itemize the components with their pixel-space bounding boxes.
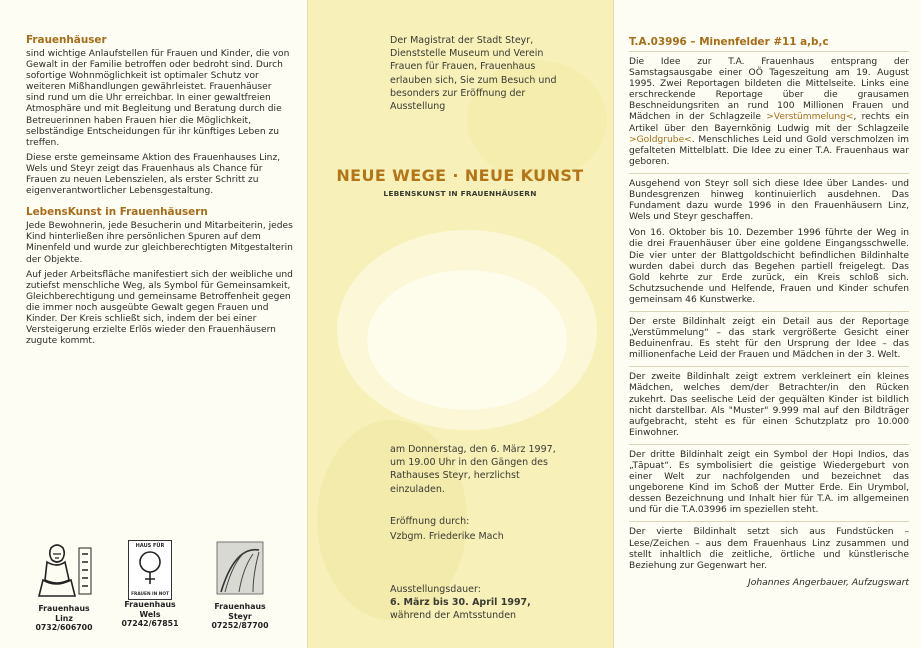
logo-phone: 07242/67851 [121, 619, 179, 628]
opening-label: Eröffnung durch: [390, 516, 470, 527]
duration-label: Ausstellungsdauer: [390, 584, 481, 595]
venus-symbol-icon [135, 549, 165, 587]
paragraph: Jede Bewohnerin, jede Besucherin und Mitarbeiterin, jedes Kind hinterließen ihre persönlichen Spuren auf dem Minenfeld und wurde zur gleichberechtigten Mitgestalterin der Objekte. [26, 221, 293, 265]
heading-lebenskunst: LebensKunst in Frauenhäusern [26, 206, 208, 219]
logo-phone: 07252/87700 [211, 621, 269, 630]
divider [629, 444, 909, 445]
logo-name: Frauenhaus Wels [124, 600, 176, 619]
middle-panel [307, 0, 613, 648]
fold-line [613, 0, 614, 648]
artwork-heading: T.A.03996 – Minenfelder #11 a,b,c [629, 36, 829, 48]
logo-frauenhaus-linz [30, 540, 98, 633]
paragraph: Der erste Bildinhalt zeigt ein Detail aus der Reportage „Verstümmelung“ – das stark vergrößerte Gesicht einer Beduinenfrau. Es steht für den Ursprung der Idee – das millionenfache Leid der Frauen und Mädchen in der 3. Welt. [629, 316, 909, 361]
badge [128, 540, 172, 600]
paragraph: Auf jeder Arbeitsfläche manifestiert sich der weibliche und zutiefst menschliche Weg, als Symbol für Gemeinsamkeit, Gleichberechtigung und gemeinsame Betroffenheit gegen die immer noch ausgeübte Gewalt gegen Frauen und Kinder. Der Kreis schließt sich, indem der bei einer Versteigerung erzielte Erlös wieder den Frauenhäusern zugute kommt. [26, 269, 293, 347]
text: . Menschliches Leid und Gold verschmolzen im gefalteten Mittelblatt. Die Idee zu einer T.A. Frauenhaus war geboren. [629, 134, 909, 167]
text: Die Idee zur T.A. Frauenhaus entsprang der Samstagsausgabe einer OÖ Tageszeitung am 19. August 1995. Zwei Reportagen bildeten die Mittelseite. Links eine erschreckende Reportage über die grausamen Beschneidungsriten an rund 100 Millionen Frauen und Mädchen in der Schlagzeile [629, 57, 909, 123]
paragraph [629, 57, 909, 168]
logo-name: Frauenhaus Linz [38, 604, 90, 623]
badge-bottom: FRAUEN IN NOT [131, 592, 169, 597]
text: , rechts ein Artikel über den Bayernkönig Ludwig mit der Schlagzeile [629, 112, 909, 134]
logo-name: Frauenhaus Steyr [214, 602, 266, 621]
divider [629, 51, 909, 52]
paragraph: Ausgehend von Steyr soll sich diese Idee über Landes- und Bundesgrenzen hinweg kontinuierlich ausdehnen. Das Fundament dazu wurde 1996 in den Frauenhäusern Linz, Wels und Steyr geschaffen. [629, 178, 909, 223]
logo-frauenhaus-steyr [205, 540, 275, 631]
logo-frauenhaus-wels [116, 540, 184, 629]
divider [629, 521, 909, 522]
divider [629, 173, 909, 174]
paragraph: Der dritte Bildinhalt zeigt ein Symbol der Hopi Indios, das „Tāpuat“. Es symbolisiert die geistige Wiedergeburt von einer Welt zur nachfolgenden und bezeichnet das ungeborene Kind im Schoß der Mutter Erde. Ein Urymbol, dessen Bezeichnung und Inhalt hier für T.A. im allgemeinen und für die T.A.03996 im speziellen steht. [629, 449, 909, 516]
date-text: am Donnerstag, den 6. März 1997, um 19.00 Uhr in den Gängen des Rathauses Steyr, herzlichst einzuladen. [390, 444, 556, 495]
heading-frauenhaeuser: Frauenhäuser [26, 34, 107, 46]
invitation-text: Der Magistrat der Stadt Steyr, Dienststelle Museum und Verein Frauen für Frauen, Frauenhaus erlauben sich, Sie zum Besuch und besonders zur Eröffnung der Ausstellung [390, 35, 557, 113]
divider [629, 311, 909, 312]
badge-top: HAUS FÜR [135, 543, 165, 549]
fold-line [307, 0, 308, 648]
tent-arc-icon [215, 540, 265, 598]
paragraph: Der zweite Bildinhalt zeigt extrem verkleinert ein kleines Mädchen, welches dem/der Betrachter/in den Rücken zukehrt. Das seelische Leid der gequälten Kinder ist bildlich nicht darstellbar. Als "Muster" 9.999 mal auf den Bildträger aufgebracht, steht es für einen Schutzplatz pro 10.000 Einwohner. [629, 372, 909, 438]
paragraph: Diese erste gemeinsame Aktion des Frauenhauses Linz, Wels und Steyr zeigt das Frauenhaus als Chance für Frauen zu neuen Lebenszielen, als erster Schritt zu eigenverantwortlicher Lebensgestaltung. [26, 152, 281, 197]
headline-goldgrube: >Goldgrube< [629, 134, 692, 145]
divider [629, 366, 909, 367]
duration-note: während der Amtsstunden [390, 610, 517, 621]
logo-phone: 0732/606700 [35, 623, 93, 632]
signature: Johannes Angerbauer, Aufzugswart [748, 576, 909, 588]
exhibition-subtitle: LEBENSKUNST IN FRAUENHÄUSERN [383, 189, 537, 198]
woman-figure-icon [33, 540, 95, 600]
paragraph: Der vierte Bildinhalt setzt sich aus Fundstücken – Lese/Zeichen – aus dem Frauenhaus Linz zusammen und stellt inhaltlich die zeitliche, örtliche und künstlerische Beziehung zur Gegenwart her. [629, 527, 909, 571]
right-panel [613, 0, 921, 648]
paragraph: sind wichtige Anlaufstellen für Frauen und Kinder, die von Gewalt in der Familie betroffen oder bedroht sind. Durch sofortige Wohnmöglichkeit ist optimaler Schutz vor weiteren Mißhandlungen gewährleistet. Frauenhäuser sind rund um die Uhr erreichbar. In einer gewaltfreien Atmosphäre und mit Begleitung und Beratung durch die Betreuerinnen haben Frauen hier die Möglichkeit, selbständige Entscheidungen für ihr künftiges Leben zu treffen. [26, 49, 290, 148]
exhibition-title: NEUE WEGE · NEUE KUNST [336, 166, 584, 185]
duration-dates: 6. März bis 30. April 1997, [390, 597, 531, 608]
opening-name: Vzbgm. Friederike Mach [390, 531, 504, 542]
headline-verstuemmelung: >Verstümmelung< [766, 112, 854, 123]
paragraph: Von 16. Oktober bis 10. Dezember 1996 führte der Weg in die drei Frauenhäuser über eine goldene Eingangsschwelle. Die vier unter der Blattgoldschicht befindlichen Bildinhalte wurden dabei durch das Begehen partiell freigelegt. Das Gold kehrte zur Erde zurück, ein Kreis schloß sich. Schutzsuchende und Helfende, Frauen und Kinder schufen gemeinsam 46 Kunstwerke. [629, 228, 909, 305]
